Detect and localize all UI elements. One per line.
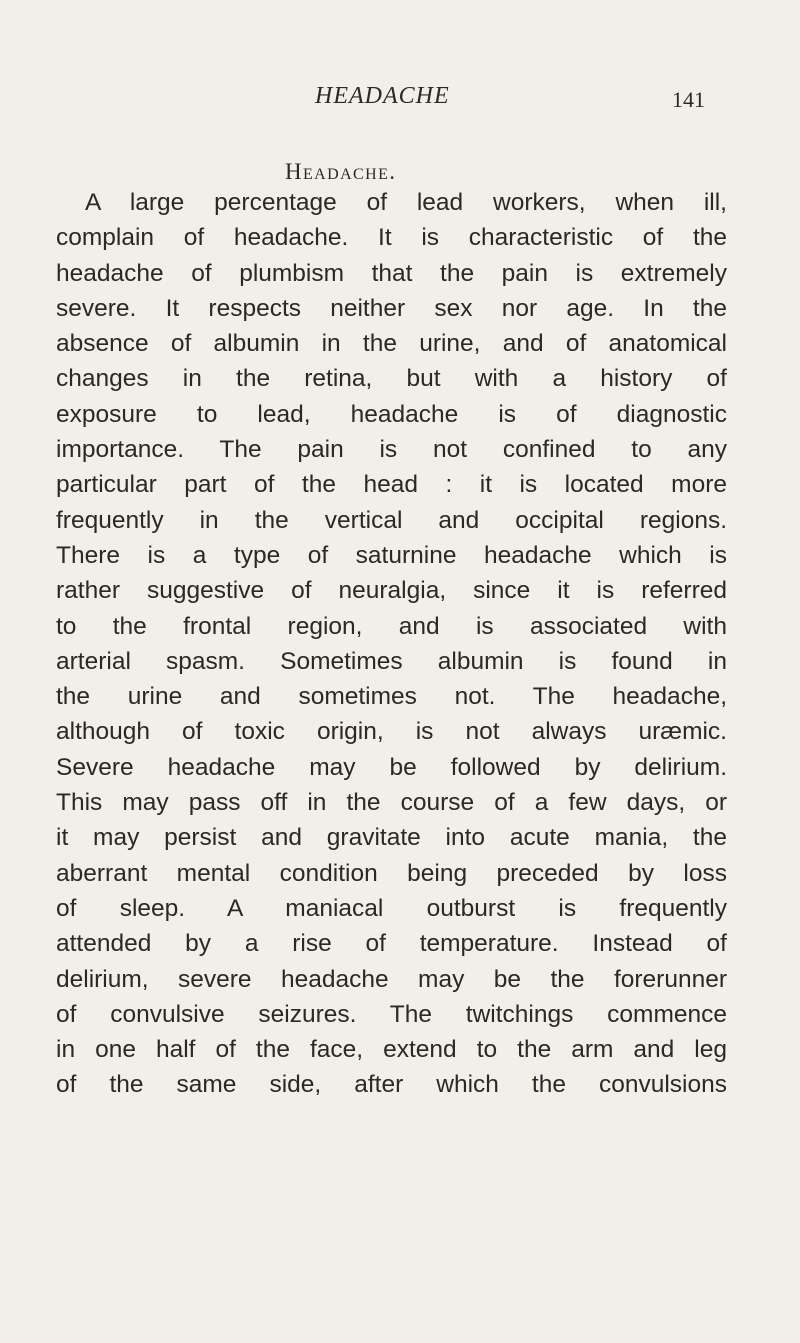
text-line: frequently in the vertical and occipital regions. <box>56 506 727 534</box>
text-line: it may persist and gravitate into acute mania, the <box>56 824 727 852</box>
text-line: headache of plumbism that the pain is extremely <box>56 259 727 287</box>
text-line: Severe headache may be followed by delirium. <box>56 753 727 781</box>
text-line: the urine and sometimes not. The headache, <box>56 683 727 711</box>
text-line: complain of headache. It is characteristic of the <box>56 224 727 252</box>
text-line: There is a type of saturnine headache which is <box>56 541 727 569</box>
text-line: particular part of the head : it is located more <box>56 471 727 499</box>
text-line: to the frontal region, and is associated with <box>56 612 727 640</box>
text-line: attended by a rise of temperature. Instead of <box>56 930 727 958</box>
text-line: although of toxic origin, is not always uræmic. <box>56 718 727 746</box>
page-number: 141 <box>672 87 705 112</box>
text-line: absence of albumin in the urine, and of anatomical <box>56 330 727 358</box>
text-line: A large percentage of lead workers, when ill, <box>85 189 727 216</box>
text-line: of the same side, after which the convulsions <box>56 1071 727 1099</box>
text-line: rather suggestive of neuralgia, since it is referred <box>56 577 727 605</box>
text-line: exposure to lead, headache is of diagnostic <box>56 400 727 428</box>
text-line: arterial spasm. Sometimes albumin is found in <box>56 647 727 675</box>
text-line: of convulsive seizures. The twitchings commence <box>56 1000 727 1028</box>
running-head: HEADACHE <box>315 83 450 109</box>
text-line: aberrant mental condition being preceded by loss <box>56 859 727 887</box>
section-title: Headache. <box>285 159 397 184</box>
text-line: importance. The pain is not confined to any <box>56 436 727 464</box>
text-line: severe. It respects neither sex nor age. In the <box>56 294 727 322</box>
text-line: of sleep. A maniacal outburst is frequently <box>56 894 727 922</box>
text-line: in one half of the face, extend to the arm and leg <box>56 1036 727 1064</box>
body-text <box>56 185 727 1103</box>
text-line: changes in the retina, but with a history of <box>56 365 727 393</box>
text-line: This may pass off in the course of a few days, or <box>56 789 727 817</box>
text-line: delirium, severe headache may be the forerunner <box>56 965 727 993</box>
